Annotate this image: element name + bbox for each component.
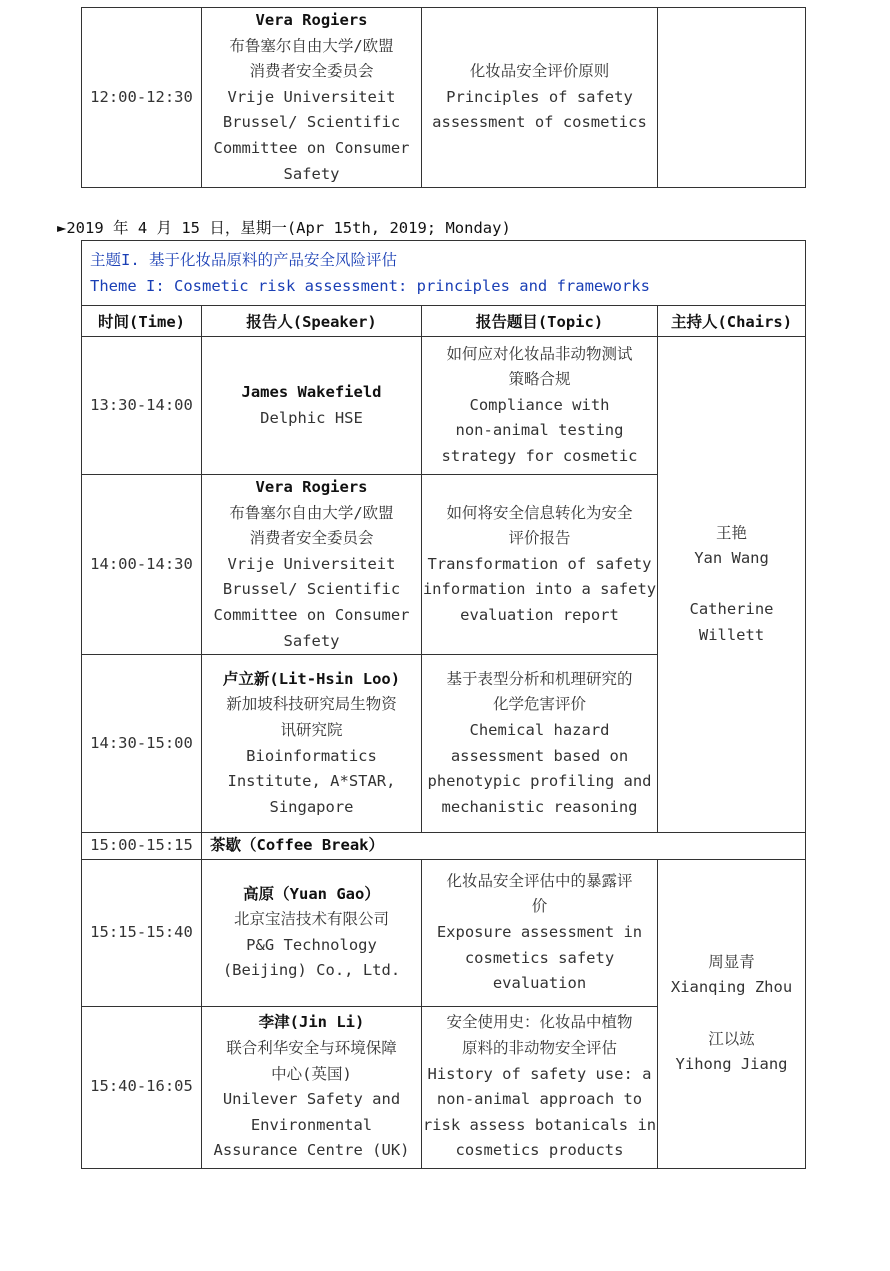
topic-line: Transformation of safety	[427, 554, 652, 573]
speaker-affiliation: Brussel/ Scientific	[222, 113, 401, 132]
chair-line: 周显青	[708, 952, 755, 971]
topic-cell	[422, 475, 658, 655]
topic-line: 如何应对化妆品非动物测试	[446, 344, 633, 363]
topic-line: Principles of safety	[446, 87, 633, 106]
topic-cell	[422, 655, 658, 833]
previous-session-table	[81, 7, 806, 188]
speaker-affiliation: 新加坡科技研究局生物资	[226, 695, 397, 714]
header-chairs: 主持人(Chairs)	[658, 306, 806, 337]
topic-line: 策略合规	[508, 370, 571, 389]
chair-line	[658, 1001, 805, 1027]
coffee-break-row	[82, 833, 806, 860]
topic-line: Compliance with	[469, 395, 610, 414]
speaker-affiliation: Delphic HSE	[260, 408, 363, 427]
speaker-affiliation: Committee on Consumer	[213, 138, 410, 157]
topic-line: 化妆品安全评价原则	[469, 62, 610, 81]
speaker-name: Vera Rogiers	[255, 11, 368, 29]
speaker-name: Vera Rogiers	[255, 478, 368, 496]
topic-line: History of safety use: a	[427, 1064, 652, 1083]
topic-line: evaluation	[492, 974, 587, 993]
chair-line: Xianqing Zhou	[670, 978, 793, 997]
topic-line: Chemical hazard	[469, 721, 610, 740]
topic-line: 化学危害评价	[492, 695, 586, 714]
speaker-cell	[202, 655, 422, 833]
session-time: 15:00-15:15	[82, 833, 202, 860]
session-time: 13:30-14:00	[82, 337, 202, 475]
table-row	[82, 337, 806, 475]
chair-line: Catherine	[689, 600, 774, 619]
topic-line: risk assess botanicals in	[422, 1115, 657, 1134]
topic-line: assessment of cosmetics	[432, 113, 647, 132]
speaker-affiliation: Assurance Centre (UK)	[213, 1141, 410, 1160]
topic-line: evaluation report	[460, 605, 619, 624]
topic-line: 安全使用史：化妆品中植物	[446, 1013, 633, 1032]
topic-line: non-animal approach to	[436, 1090, 643, 1109]
speaker-affiliation: (Beijing) Co., Ltd.	[222, 961, 401, 980]
speaker-cell	[202, 475, 422, 655]
speaker-affiliation: 布鲁塞尔自由大学/欧盟	[229, 36, 394, 55]
speaker-affiliation: 讯研究院	[280, 721, 343, 740]
speaker-affiliation: 消费者安全委员会	[249, 529, 374, 548]
chair-line: Yihong Jiang	[675, 1055, 788, 1074]
session-time: 14:30-15:00	[82, 655, 202, 833]
chairs-cell	[658, 337, 806, 833]
day-heading: ►2019 年 4 月 15 日，星期一(Apr 15th, 2019; Monday)	[57, 219, 511, 237]
speaker-name: 高原（Yuan Gao）	[243, 884, 380, 903]
topic-line: 基于表型分析和机理研究的	[446, 669, 633, 688]
speaker-affiliation: Bioinformatics	[246, 746, 377, 765]
speaker-cell	[202, 337, 422, 475]
topic-line: 原料的非动物安全评估	[461, 1039, 617, 1058]
topic-line: 价	[531, 897, 548, 916]
topic-cell	[422, 859, 658, 1006]
chair-line: Yan Wang	[694, 549, 769, 568]
speaker-name: 李津(Jin Li)	[258, 1013, 365, 1032]
speaker-affiliation: Brussel/ Scientific	[222, 580, 401, 599]
session-time: 15:40-16:05	[82, 1006, 202, 1168]
speaker-affiliation: Safety	[283, 164, 340, 183]
speaker-affiliation: 北京宝洁技术有限公司	[233, 910, 389, 929]
speaker-affiliation: Committee on Consumer	[213, 605, 410, 624]
speaker-cell	[202, 1006, 422, 1168]
topic-line: mechanistic reasoning	[441, 797, 638, 816]
topic-line: assessment based on	[450, 746, 629, 765]
table-row	[82, 859, 806, 1006]
topic-line: strategy for cosmetic	[441, 446, 638, 465]
chairs-cell	[658, 859, 806, 1168]
speaker-affiliation: Unilever Safety and	[222, 1090, 401, 1109]
speaker-affiliation: 中心(英国)	[271, 1064, 352, 1083]
speaker-affiliation: 消费者安全委员会	[249, 62, 374, 81]
speaker-affiliation: 联合利华安全与环境保障	[226, 1039, 397, 1058]
speaker-affiliation: Environmental	[250, 1115, 373, 1134]
speaker-affiliation: Institute, A*STAR,	[227, 772, 396, 791]
topic-line: 化妆品安全评估中的暴露评	[446, 871, 633, 890]
speaker-name: 卢立新(Lit-Hsin Loo)	[222, 669, 401, 688]
topic-line: cosmetics safety	[464, 948, 615, 967]
topic-cell	[422, 337, 658, 475]
topic-line: phenotypic profiling and	[427, 772, 652, 791]
topic-line: information into a safety	[422, 580, 657, 599]
topic-line: 评价报告	[508, 529, 571, 548]
speaker-affiliation: 布鲁塞尔自由大学/欧盟	[229, 503, 394, 522]
theme-title-en: Theme I: Cosmetic risk assessment: principles and frameworks	[90, 277, 650, 295]
topic-line: Exposure assessment in	[436, 922, 643, 941]
chair-line: 王艳	[716, 523, 748, 542]
chair-cell	[658, 8, 806, 188]
topic-cell	[422, 8, 658, 188]
speaker-affiliation: Vrije Universiteit	[227, 554, 396, 573]
schedule-table	[81, 240, 806, 1169]
speaker-affiliation: P&G Technology	[246, 935, 377, 954]
speaker-affiliation: Vrije Universiteit	[227, 87, 396, 106]
speaker-affiliation: Singapore	[269, 797, 354, 816]
topic-line: 如何将安全信息转化为安全	[446, 503, 633, 522]
speaker-cell	[202, 8, 422, 188]
chair-line: 江以竑	[708, 1029, 755, 1048]
header-time: 时间(Time)	[82, 306, 202, 337]
chair-line: Willett	[698, 625, 765, 644]
speaker-affiliation: Safety	[283, 631, 340, 650]
session-time: 14:00-14:30	[82, 475, 202, 655]
coffee-break-label: 茶歇（Coffee Break）	[202, 833, 806, 860]
topic-cell	[422, 1006, 658, 1168]
session-time: 15:15-15:40	[82, 859, 202, 1006]
topic-line: non-animal testing	[455, 421, 624, 440]
speaker-cell	[202, 859, 422, 1006]
speaker-name: James Wakefield	[241, 382, 382, 401]
header-speaker: 报告人(Speaker)	[202, 306, 422, 337]
header-topic: 报告题目(Topic)	[422, 306, 658, 337]
chair-line	[658, 572, 805, 598]
topic-line: cosmetics products	[455, 1141, 624, 1160]
theme-header	[82, 241, 806, 306]
session-time: 12:00-12:30	[82, 8, 202, 188]
theme-title-zh: 主题I. 基于化妆品原料的产品安全风险评估	[90, 251, 397, 269]
